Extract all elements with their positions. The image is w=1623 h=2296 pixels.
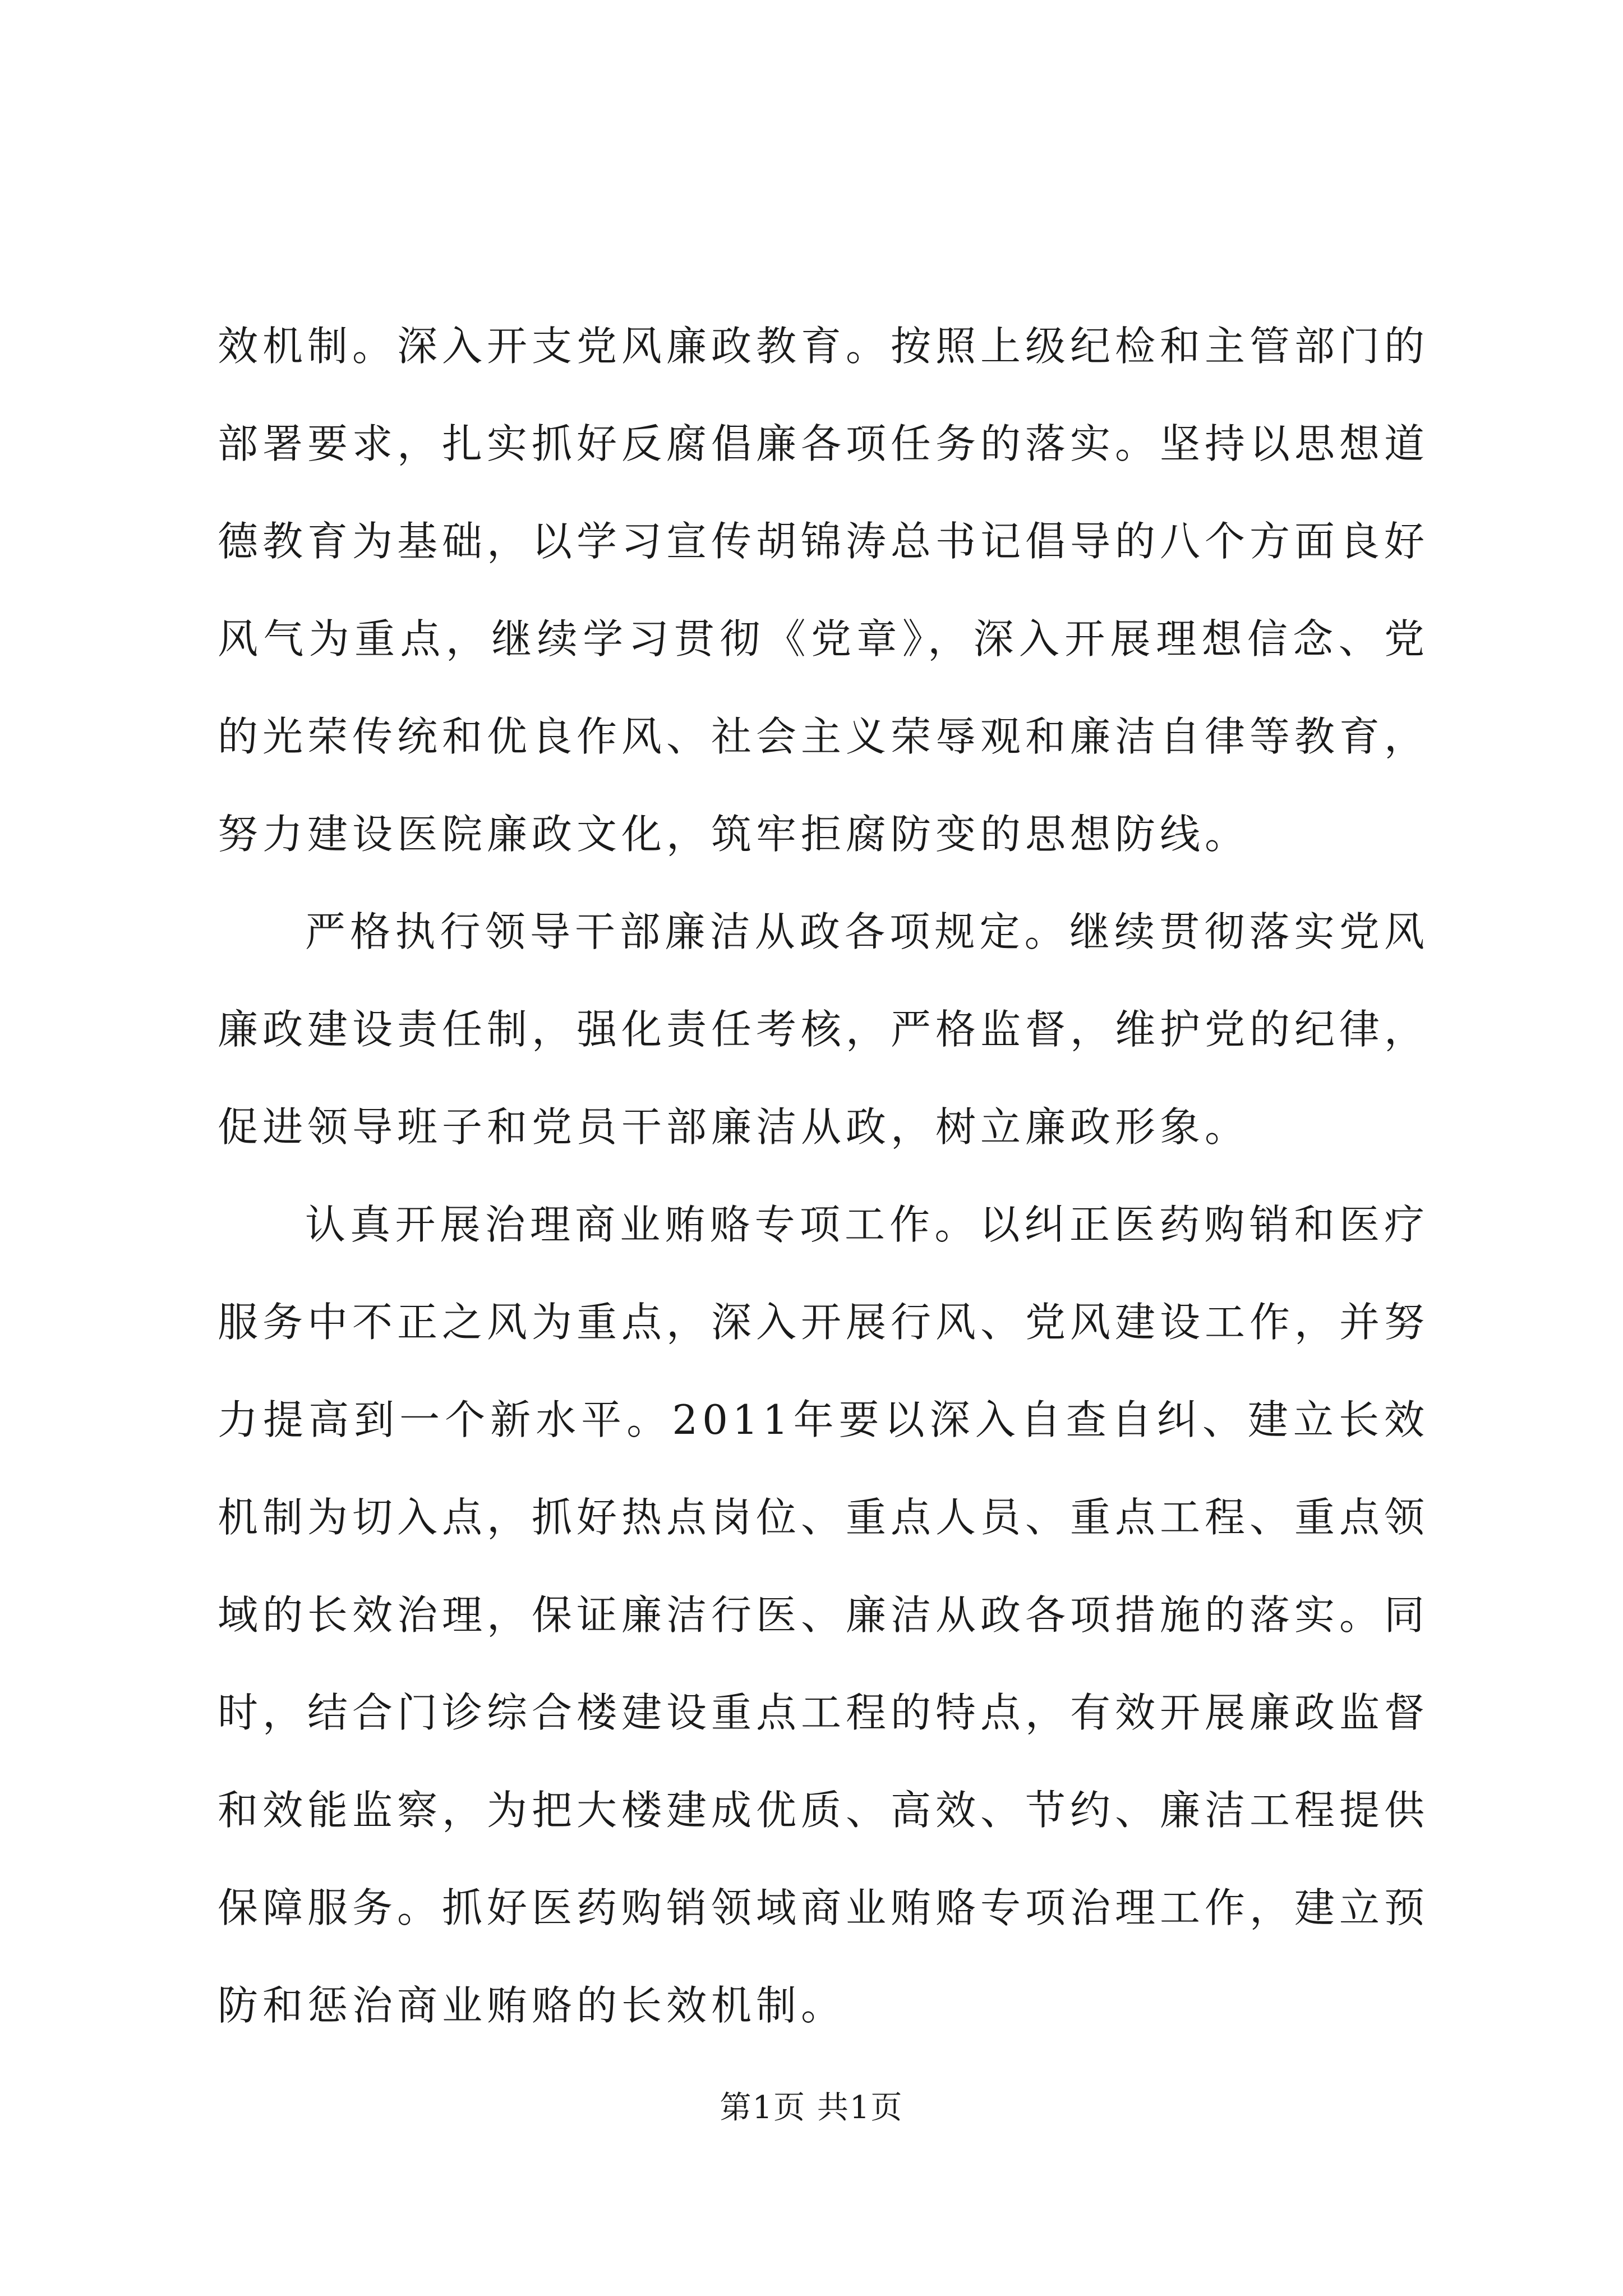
document-body: [218, 297, 1429, 2054]
page-footer: 第1页 共1页: [720, 2090, 903, 2126]
paragraph-3: 认真开展治理商业贿赂专项工作。以纠正医药购销和医疗服务中不正之风为重点，深入开展行风、党风建设工作，并努力提高到一个新水平。2011年要以深入自查自纠、建立长效机制为切入点，抓好热点岗位、重点人员、重点工程、重点领域的长效治理，保证廉洁行医、廉洁从政各项措施的落实。同时，结合门诊综合楼建设重点工程的特点，有效开展廉政监督和效能监察，为把大楼建成优质、高效、节约、廉洁工程提供保障服务。抓好医药购销领域商业贿赂专项治理工作，建立预防和惩治商业贿赂的长效机制。: [218, 1201, 1430, 2029]
paragraph-1: 效机制。深入开支党风廉政教育。按照上级纪检和主管部门的部署要求，扎实抓好反腐倡廉各项任务的落实。坚持以思想道德教育为基础，以学习宣传胡锦涛总书记倡导的八个方面良好风气为重点，继续学习贯彻《党章》，深入开展理想信念、党的光荣传统和优良作风、社会主义荣辱观和廉洁自律等教育，努力建设医院廉政文化，筑牢拒腐防变的思想防线。: [218, 323, 1430, 858]
paragraph-2: 严格执行领导干部廉洁从政各项规定。继续贯彻落实党风廉政建设责任制，强化责任考核，严格监督，维护党的纪律，促进领导班子和党员干部廉洁从政，树立廉政形象。: [218, 908, 1430, 1151]
